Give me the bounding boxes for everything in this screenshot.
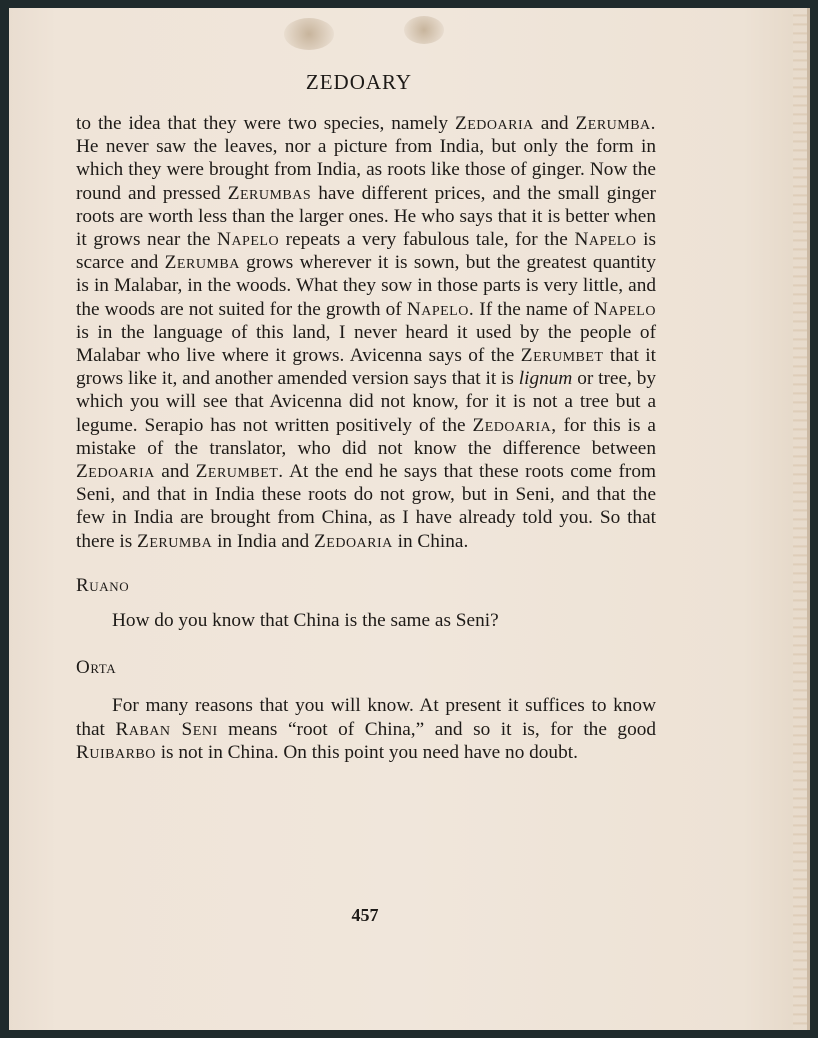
- small-caps-term: Zedoaria: [76, 461, 155, 483]
- speaker-orta: Orta: [76, 657, 117, 679]
- text-run: for this is a mistake of the translator, who did not know the difference between: [76, 414, 656, 459]
- small-caps-term: Zerumbas: [227, 182, 312, 204]
- text-run: At the end he says that these roots come from Seni, and that in India these roots do not grow, but in Seni, and that the few in India are brought from China, as I have already told you. So that there is: [76, 461, 656, 552]
- text-run: grows wherever it is sown, but the greatest quantity is in Malabar, in the woods. What they sow in those parts is very little, and the woods are not suited for the growth of: [76, 252, 657, 320]
- small-caps-term: Zerumba: [164, 252, 240, 274]
- book-page: [9, 8, 810, 1030]
- text-run: If the name of: [479, 298, 589, 320]
- small-caps-term: Napelo: [574, 229, 637, 251]
- text-run: repeats a very fabulous tale, for the: [285, 229, 568, 251]
- small-caps-term: Napelo: [217, 229, 280, 251]
- small-caps-term: Zerumba: [137, 530, 213, 552]
- small-caps-term: Zedoaria: [454, 113, 534, 134]
- paper-stain: [284, 18, 334, 50]
- small-caps-term: Napelo.: [406, 298, 475, 320]
- small-caps-term: Napelo: [593, 298, 656, 320]
- text-run: in India and: [217, 530, 310, 552]
- text-run: in China.: [397, 530, 469, 552]
- small-caps-term: Zerumbet.: [195, 461, 284, 483]
- text-run: have different prices, and the small ginger roots are worth less than the larger ones. He who says that it is better when it grows near the: [76, 182, 656, 251]
- text-run: means “root of China,” and so it is, for the good: [228, 718, 656, 740]
- small-caps-term: Ruibarbo: [76, 741, 156, 763]
- text-run: that it grows like it, and another amended version says that it is: [76, 345, 656, 390]
- small-caps-term: Zerumbet: [520, 345, 604, 367]
- body-text: [76, 112, 656, 764]
- page-edge: [793, 8, 807, 1030]
- text-run: to the idea that they were two species, namely: [76, 113, 448, 134]
- text-run: and: [540, 113, 569, 134]
- italic-term: lignum: [518, 368, 573, 390]
- paragraph: How do you know that China is the same as Seni?: [112, 610, 499, 632]
- paper-stain: [404, 16, 444, 44]
- text-run: For many reasons that you will know. At present it suffices to know that: [76, 695, 656, 740]
- running-head: ZEDOARY: [305, 70, 413, 94]
- paragraph: [76, 694, 656, 764]
- small-caps-term: Raban Seni: [115, 718, 218, 740]
- text-run: or tree, by which you will see that Avicenna did not know, for it is not a tree but a legume. Serapio has not written positively of the: [76, 368, 657, 436]
- text-run: and: [161, 461, 190, 483]
- paragraph: [76, 112, 656, 553]
- page-number: 457: [351, 905, 379, 925]
- text-run: He never saw the leaves, nor a picture from India, but only the form in which they were brought from India, as roots like those of ginger. Now the round and pressed: [76, 136, 656, 204]
- speaker-ruano: Ruano: [76, 574, 130, 596]
- text-run: is in the language of this land, I never heard it used by the people of Malabar who live where it grows. Avicenna says of the: [76, 321, 656, 367]
- text-run: is scarce and: [76, 229, 656, 274]
- text-run: is not in China. On this point you need have no doubt.: [160, 741, 578, 763]
- small-caps-term: Zedoaria: [314, 530, 393, 552]
- small-caps-term: Zerumba.: [575, 113, 656, 134]
- small-caps-term: Zedoaria,: [472, 414, 557, 436]
